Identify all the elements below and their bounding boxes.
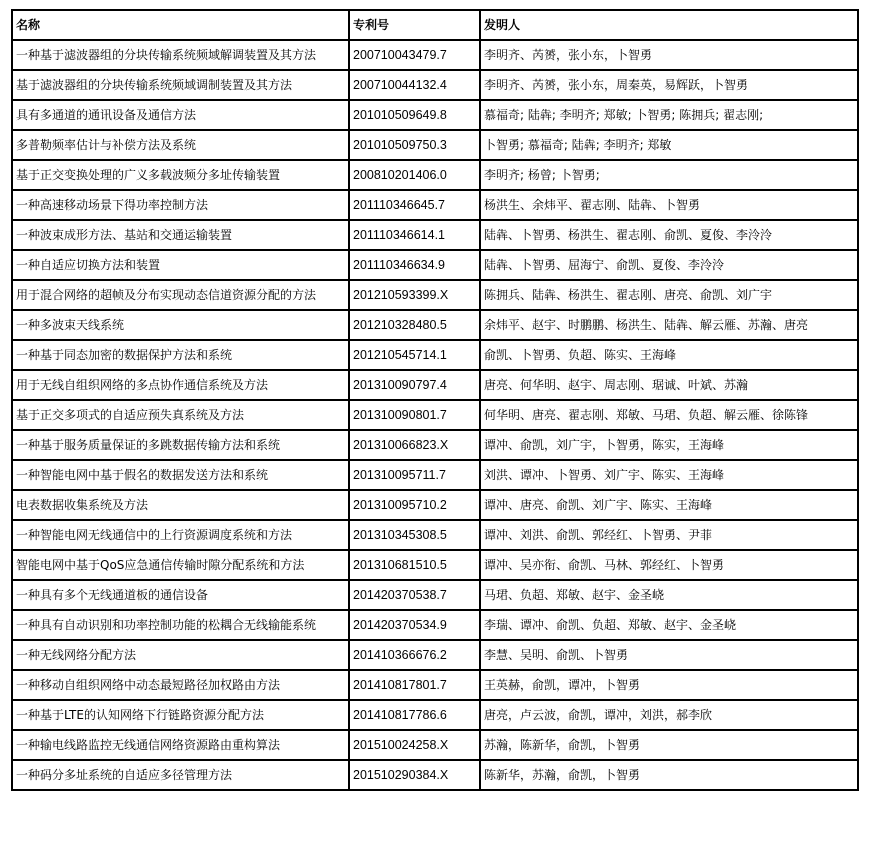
table-row: [12, 670, 858, 700]
inventors-cell: 杨洪生、余炜平、翟志刚、陆犇、卜智勇: [480, 190, 858, 220]
inventors-cell: 谭冲、吴亦衔、俞凯、马林、郭经红、卜智勇: [480, 550, 858, 580]
patent-name-cell: 一种高速移动场景下得功率控制方法: [12, 190, 349, 220]
table-row: [12, 580, 858, 610]
inventors-cell: 余炜平、赵宇、时鹏鹏、杨洪生、陆犇、解云雁、苏瀚、唐亮: [480, 310, 858, 340]
inventors-cell: 马珺、负超、郑敏、赵宇、金圣峣: [480, 580, 858, 610]
table-row: [12, 550, 858, 580]
inventors-cell: 陆犇、卜智勇、屈海宁、俞凯、夏俊、李泠泠: [480, 250, 858, 280]
inventors-cell: 慕福奇; 陆犇; 李明齐; 郑敏; 卜智勇; 陈拥兵; 翟志刚;: [480, 100, 858, 130]
inventors-cell: 刘洪、谭冲、卜智勇、刘广宇、陈实、王海峰: [480, 460, 858, 490]
patent-name-cell: 一种波束成形方法、基站和交通运输装置: [12, 220, 349, 250]
table-row: [12, 520, 858, 550]
table-row: [12, 40, 858, 70]
patent-name-cell: 一种具有多个无线通道板的通信设备: [12, 580, 349, 610]
patent-name-cell: 一种输电线路监控无线通信网络资源路由重构算法: [12, 730, 349, 760]
patent-number-cell: 201310095710.2: [349, 490, 480, 520]
table-row: [12, 340, 858, 370]
patent-name-cell: 一种多波束天线系统: [12, 310, 349, 340]
patent-number-cell: 201110346634.9: [349, 250, 480, 280]
inventors-cell: 李明齐、芮赟，张小东，周秦英，易辉跃，卜智勇: [480, 70, 858, 100]
patent-name-cell: 一种具有自动识别和功率控制功能的松耦合无线输能系统: [12, 610, 349, 640]
inventors-cell: 陈拥兵、陆犇、杨洪生、翟志刚、唐亮、俞凯、刘广宇: [480, 280, 858, 310]
header-patent-number: 专利号: [349, 10, 480, 40]
patent-number-cell: 201210328480.5: [349, 310, 480, 340]
inventors-cell: 王英赫，俞凯，谭冲，卜智勇: [480, 670, 858, 700]
patent-number-cell: 201310090797.4: [349, 370, 480, 400]
patent-number-cell: 201420370538.7: [349, 580, 480, 610]
patent-number-cell: 201010509649.8: [349, 100, 480, 130]
inventors-cell: 谭冲、刘洪、俞凯、郭经红、卜智勇、尹菲: [480, 520, 858, 550]
table-row: [12, 760, 858, 790]
inventors-cell: 陆犇、卜智勇、杨洪生、翟志刚、俞凯、夏俊、李泠泠: [480, 220, 858, 250]
patent-name-cell: 一种自适应切换方法和装置: [12, 250, 349, 280]
patent-name-cell: 基于滤波器组的分块传输系统频域调制装置及其方法: [12, 70, 349, 100]
patent-number-cell: 201110346645.7: [349, 190, 480, 220]
table-row: [12, 100, 858, 130]
inventors-cell: 李明齐、芮赟，张小东，卜智勇: [480, 40, 858, 70]
patent-name-cell: 多普勒频率估计与补偿方法及系统: [12, 130, 349, 160]
inventors-cell: 何华明、唐亮、翟志刚、郑敏、马珺、负超、解云雁、徐陈锋: [480, 400, 858, 430]
patent-name-cell: 用于混合网络的超帧及分布实现动态信道资源分配的方法: [12, 280, 349, 310]
table-row: [12, 130, 858, 160]
table-row: [12, 700, 858, 730]
patent-name-cell: 一种基于同态加密的数据保护方法和系统: [12, 340, 349, 370]
inventors-cell: 谭冲、俞凯，刘广宇，卜智勇，陈实，王海峰: [480, 430, 858, 460]
table-row: [12, 160, 858, 190]
patent-name-cell: 一种无线网络分配方法: [12, 640, 349, 670]
patent-number-cell: 201410366676.2: [349, 640, 480, 670]
patent-number-cell: 201310095711.7: [349, 460, 480, 490]
header-inventors: 发明人: [480, 10, 858, 40]
patent-number-cell: 201310345308.5: [349, 520, 480, 550]
table-row: [12, 250, 858, 280]
inventors-cell: 唐亮，卢云波，俞凯，谭冲，刘洪，郝李欣: [480, 700, 858, 730]
table-row: [12, 490, 858, 520]
patent-number-cell: 201420370534.9: [349, 610, 480, 640]
inventors-cell: 李明齐; 杨曾; 卜智勇;: [480, 160, 858, 190]
table-row: [12, 640, 858, 670]
patent-name-cell: 一种基于滤波器组的分块传输系统频域解调装置及其方法: [12, 40, 349, 70]
table-row: [12, 400, 858, 430]
patent-name-cell: 一种基于服务质量保证的多跳数据传输方法和系统: [12, 430, 349, 460]
table-row: [12, 460, 858, 490]
patent-name-cell: 用于无线自组织网络的多点协作通信系统及方法: [12, 370, 349, 400]
patent-number-cell: 200710044132.4: [349, 70, 480, 100]
inventors-cell: 卜智勇; 慕福奇; 陆犇; 李明齐; 郑敏: [480, 130, 858, 160]
inventors-cell: 李慧、吴明、俞凯、卜智勇: [480, 640, 858, 670]
patent-number-cell: 200710043479.7: [349, 40, 480, 70]
patent-name-cell: 基于正交多项式的自适应预失真系统及方法: [12, 400, 349, 430]
table-row: [12, 730, 858, 760]
patent-number-cell: 201310090801.7: [349, 400, 480, 430]
patent-name-cell: 一种智能电网无线通信中的上行资源调度系统和方法: [12, 520, 349, 550]
patent-number-cell: 201010509750.3: [349, 130, 480, 160]
patent-name-cell: 智能电网中基于QoS应急通信传输时隙分配系统和方法: [12, 550, 349, 580]
patent-number-cell: 201410817786.6: [349, 700, 480, 730]
patent-number-cell: 201510024258.X: [349, 730, 480, 760]
table-row: [12, 190, 858, 220]
patent-name-cell: 具有多通道的通讯设备及通信方法: [12, 100, 349, 130]
inventors-cell: 陈新华，苏瀚，俞凯，卜智勇: [480, 760, 858, 790]
header-row: [12, 10, 858, 40]
table-row: [12, 70, 858, 100]
patent-name-cell: 基于正交变换处理的广义多载波频分多址传输装置: [12, 160, 349, 190]
patent-number-cell: 201510290384.X: [349, 760, 480, 790]
patent-table: [11, 9, 859, 791]
table-row: [12, 610, 858, 640]
table-row: [12, 310, 858, 340]
inventors-cell: 谭冲、唐亮、俞凯、刘广宇、陈实、王海峰: [480, 490, 858, 520]
header-name: 名称: [12, 10, 349, 40]
inventors-cell: 李瑞、谭冲、俞凯、负超、郑敏、赵宇、金圣峣: [480, 610, 858, 640]
inventors-cell: 苏瀚，陈新华，俞凯，卜智勇: [480, 730, 858, 760]
patent-number-cell: 201410817801.7: [349, 670, 480, 700]
table-row: [12, 430, 858, 460]
patent-number-cell: 200810201406.0: [349, 160, 480, 190]
inventors-cell: 唐亮、何华明、赵宇、周志刚、琚诚、叶斌、苏瀚: [480, 370, 858, 400]
patent-number-cell: 201210593399.X: [349, 280, 480, 310]
patent-number-cell: 201210545714.1: [349, 340, 480, 370]
patent-number-cell: 201310681510.5: [349, 550, 480, 580]
patent-name-cell: 电表数据收集系统及方法: [12, 490, 349, 520]
table-row: [12, 280, 858, 310]
table-row: [12, 220, 858, 250]
patent-name-cell: 一种基于LTE的认知网络下行链路资源分配方法: [12, 700, 349, 730]
patent-name-cell: 一种移动自组织网络中动态最短路径加权路由方法: [12, 670, 349, 700]
patent-name-cell: 一种智能电网中基于假名的数据发送方法和系统: [12, 460, 349, 490]
table-row: [12, 370, 858, 400]
patent-name-cell: 一种码分多址系统的自适应多径管理方法: [12, 760, 349, 790]
patent-number-cell: 201310066823.X: [349, 430, 480, 460]
patent-number-cell: 201110346614.1: [349, 220, 480, 250]
inventors-cell: 俞凯、卜智勇、负超、陈实、王海峰: [480, 340, 858, 370]
